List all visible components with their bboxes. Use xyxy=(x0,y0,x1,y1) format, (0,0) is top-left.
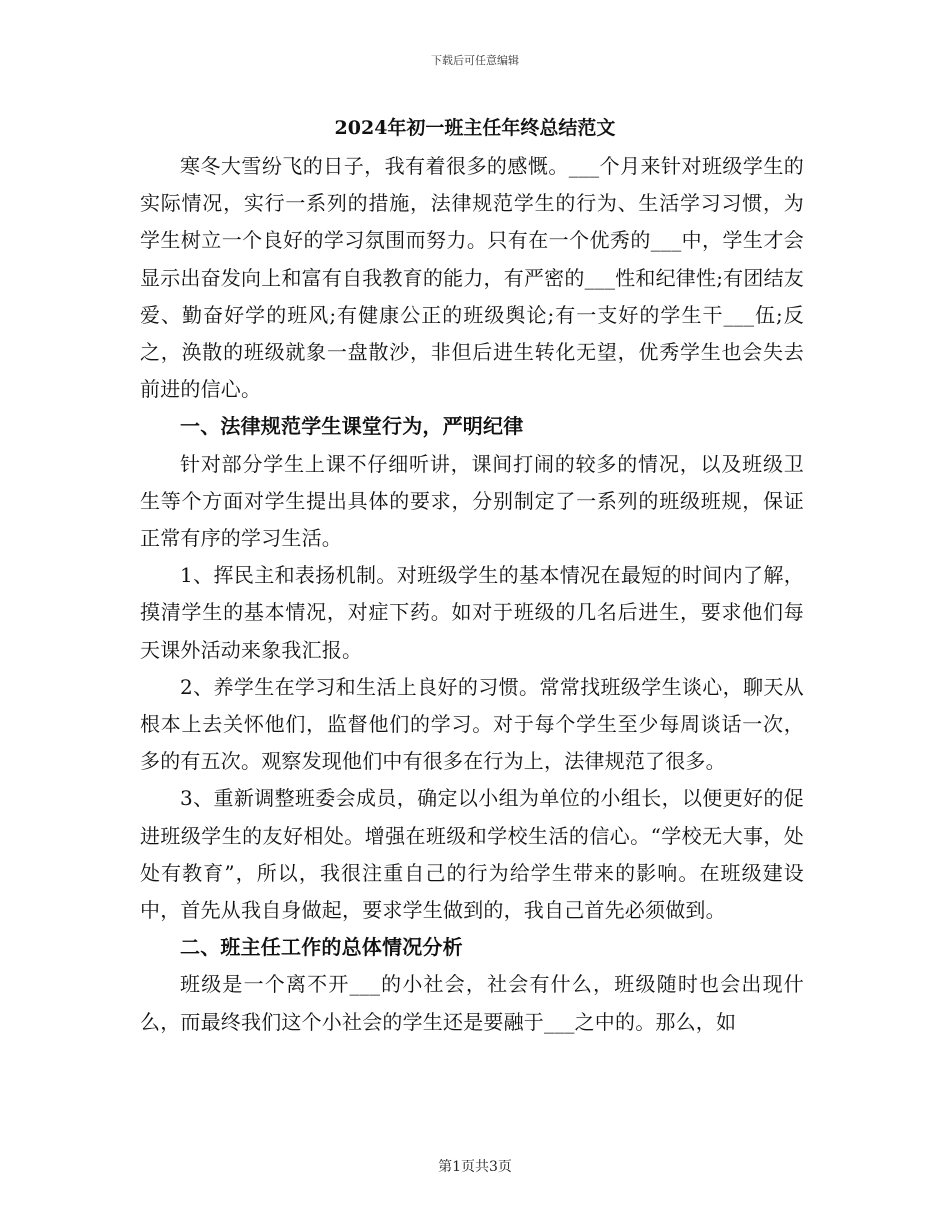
header-note: 下载后可任意编辑 xyxy=(431,54,519,67)
paragraph-item-3: 3、重新调整班委会成员，确定以小组为单位的小组长，以便更好的促进班级学生的友好相处。增强在班级和学校生活的信心。“学校无大事，处处有教育”，所以，我很注重自己的行为给学生带来的影响。在班级建设中，首先从我自身做起，要求学生做到的，我自己首先必须做到。 xyxy=(140,786,804,923)
page-number: 第1页共3页 xyxy=(438,1159,512,1175)
section-heading-2: 二、班主任工作的总体情况分析 xyxy=(180,935,463,960)
paragraph-item-2: 2、养学生在学习和生活上良好的习惯。常常找班级学生谈心，聊天从根本上去关怀他们，监督他们的学习。对于每个学生至少每周谈话一次，多的有五次。观察发现他们中有很多在行为上，法律规范了很多。 xyxy=(140,674,804,774)
paragraph-item-1: 1、挥民主和表扬机制。对班级学生的基本情况在最短的时间内了解，摸清学生的基本情况，对症下药。如对于班级的几名后进生，要求他们每天课外活动来象我汇报。 xyxy=(140,563,804,662)
paragraph-section2-intro: 班级是一个离不开___的小社会，社会有什么，班级随时也会出现什么，而最终我们这个小社会的学生还是要融于___之中的。那么，如 xyxy=(140,972,804,1034)
document-body xyxy=(140,148,804,1041)
paragraph-section1-intro: 针对部分学生上课不仔细听讲，课间打闹的较多的情况，以及班级卫生等个方面对学生提出具体的要求，分别制定了一系列的班级班规，保证正常有序的学习生活。 xyxy=(140,451,804,551)
section-heading-1: 一、法律规范学生课堂行为，严明纪律 xyxy=(180,414,524,439)
document-title: 2024年初一班主任年终总结范文 xyxy=(334,117,616,139)
paragraph-intro: 寒冬大雪纷飞的日子，我有着很多的感慨。___个月来针对班级学生的实际情况，实行一系列的措施，法律规范学生的行为、生活学习习惯，为学生树立一个良好的学习氛围而努力。只有在一个优秀的___中，学生才会显示出奋发向上和富有自我教育的能力，有严密的___性和纪律性;有团结友爱、勤奋好学的班风;有健康公正的班级舆论;有一支好的学生干___伍;反之，涣散的班级就象一盘散沙，非但后进生转化无望，优秀学生也会失去前进的信心。 xyxy=(140,154,804,402)
